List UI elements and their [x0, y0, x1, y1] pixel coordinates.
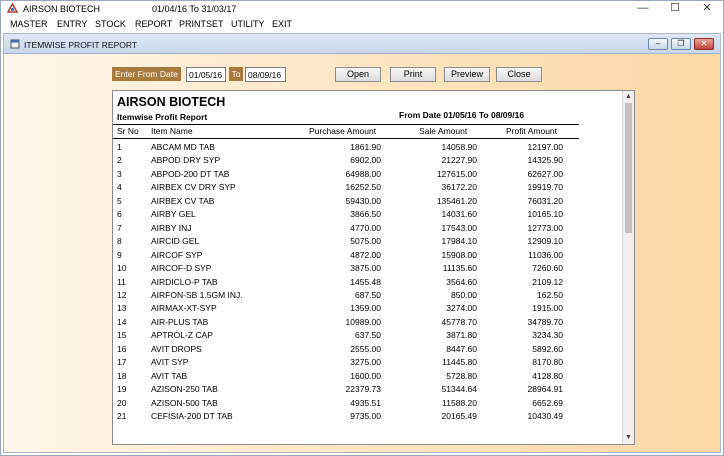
cell-sr-no: 4	[117, 182, 122, 193]
cell-sale-amount: 45778.70	[441, 316, 477, 327]
cell-sr-no: 5	[117, 195, 122, 206]
financial-period: 01/04/16 To 31/03/17	[152, 4, 237, 14]
app-logo-icon	[7, 3, 18, 14]
cell-sale-amount: 11588.20	[442, 397, 477, 408]
report-preview	[112, 90, 635, 445]
cell-sale-amount: 15908.00	[441, 249, 477, 260]
cell-purchase-amount: 10989.00	[345, 316, 381, 327]
scroll-up-icon[interactable]: ▲	[625, 93, 632, 100]
cell-profit-amount: 1915.00	[532, 303, 563, 314]
cell-item-name: APTROL-Z CAP	[151, 330, 213, 341]
cell-item-name: ABPOD-200 DT TAB	[151, 168, 230, 179]
cell-item-name: AIRBY INJ	[151, 222, 192, 233]
cell-sale-amount: 21227.90	[441, 155, 477, 166]
cell-profit-amount: 11036.00	[528, 249, 563, 260]
cell-profit-amount: 2109.12	[532, 276, 563, 287]
to-date-label: To	[229, 67, 243, 81]
cell-item-name: ABCAM MD TAB	[151, 142, 215, 152]
cell-purchase-amount: 3866.50	[350, 209, 381, 220]
table-row	[113, 263, 623, 276]
cell-item-name: AVIT DROPS	[151, 343, 202, 354]
report-company-name: AIRSON BIOTECH	[117, 95, 226, 109]
table-row	[113, 182, 623, 195]
cell-profit-amount: 12909.10	[527, 236, 563, 247]
cell-sale-amount: 14031.60	[441, 209, 477, 220]
header-rule-top	[113, 124, 579, 125]
cell-profit-amount: 19919.70	[527, 182, 563, 193]
header-rule-bottom	[113, 138, 579, 139]
cell-item-name: AIRCID GEL	[151, 236, 200, 247]
cell-profit-amount: 12773.00	[527, 222, 563, 233]
column-header-profit-amount: Profit Amount	[506, 126, 558, 136]
print-button[interactable]: Print	[390, 67, 436, 82]
cell-profit-amount: 4128.80	[532, 370, 563, 381]
table-row	[113, 250, 623, 263]
table-row	[113, 290, 623, 303]
table-row	[113, 142, 623, 155]
table-row	[113, 357, 623, 370]
cell-profit-amount: 10430.49	[527, 411, 563, 421]
child-minimize-button[interactable]: –	[648, 38, 668, 50]
cell-sr-no: 10	[117, 263, 127, 274]
cell-item-name: AIRFON-SB 1.5GM INJ.	[151, 289, 243, 300]
cell-purchase-amount: 1455.48	[350, 276, 381, 287]
cell-sr-no: 11	[117, 276, 126, 287]
table-row	[113, 169, 623, 182]
from-date-input[interactable]	[186, 67, 226, 82]
itemwise-profit-report-window	[4, 34, 720, 452]
table-row	[113, 411, 623, 424]
cell-sale-amount: 3564.60	[446, 276, 477, 287]
report-date-range: From Date 01/05/16 To 08/09/16	[399, 110, 525, 120]
menu-entry[interactable]: ENTRY	[57, 19, 88, 29]
cell-sale-amount: 20165.49	[441, 411, 477, 421]
cell-sale-amount: 5728.80	[446, 370, 477, 381]
cell-purchase-amount: 3275.00	[350, 357, 381, 368]
menu-bar	[1, 17, 723, 31]
cell-sale-amount: 51344.64	[441, 384, 477, 395]
cell-sr-no: 15	[117, 330, 127, 341]
cell-item-name: AZISON-250 TAB	[151, 384, 218, 395]
mdi-workspace	[3, 33, 721, 453]
table-row	[113, 384, 623, 397]
table-row	[113, 209, 623, 222]
table-row	[113, 303, 623, 316]
cell-purchase-amount: 22379.73	[345, 384, 381, 395]
report-name: Itemwise Profit Report	[117, 112, 208, 122]
cell-item-name: AVIT SYP	[151, 357, 189, 368]
cell-sr-no: 12	[117, 289, 127, 300]
cell-purchase-amount: 1359.00	[350, 303, 381, 314]
column-header-sr-no: Sr No	[117, 126, 139, 136]
cell-purchase-amount: 4872.00	[350, 249, 381, 260]
cell-item-name: AIRDICLO-P TAB	[151, 276, 218, 287]
cell-item-name: AVIT TAB	[151, 370, 188, 381]
table-row	[113, 155, 623, 168]
cell-purchase-amount: 9735.00	[350, 411, 381, 421]
cell-sale-amount: 8447.60	[446, 343, 477, 354]
table-row	[113, 196, 623, 209]
cell-profit-amount: 76031.20	[527, 195, 563, 206]
cell-profit-amount: 14325.90	[527, 155, 563, 166]
child-titlebar	[4, 34, 720, 54]
menu-utility[interactable]: UTILITY	[231, 19, 265, 29]
cell-sr-no: 13	[117, 303, 127, 314]
cell-sr-no: 21	[117, 411, 127, 421]
cell-purchase-amount: 1600.00	[350, 370, 381, 381]
cell-profit-amount: 7260.60	[532, 263, 563, 274]
cell-purchase-amount: 59430.00	[345, 195, 381, 206]
app-titlebar	[1, 1, 723, 17]
cell-sale-amount: 850.00	[451, 289, 477, 300]
menu-master[interactable]: MASTER	[10, 19, 48, 29]
cell-purchase-amount: 16252.50	[345, 182, 381, 193]
minimize-button[interactable]: —	[637, 2, 649, 14]
cell-sr-no: 2	[117, 155, 122, 166]
cell-purchase-amount: 4935.51	[350, 397, 381, 408]
cell-profit-amount: 8170.80	[532, 357, 563, 368]
cell-profit-amount: 3234.30	[532, 330, 563, 341]
cell-item-name: AIRBEX CV TAB	[151, 195, 215, 206]
cell-item-name: AIR-PLUS TAB	[151, 316, 209, 327]
cell-sale-amount: 14058.90	[441, 142, 477, 152]
cell-profit-amount: 10165.10	[527, 209, 563, 220]
cell-profit-amount: 6652.69	[532, 397, 563, 408]
table-row	[113, 398, 623, 411]
cell-sr-no: 1	[117, 142, 122, 152]
cell-sale-amount: 17543.00	[441, 222, 477, 233]
menu-printset[interactable]: PRINTSET	[179, 19, 224, 29]
cell-item-name: AIRMAX-XT-SYP	[151, 303, 217, 314]
menu-exit[interactable]: EXIT	[272, 19, 293, 29]
cell-item-name: CEFISIA-200 DT TAB	[151, 411, 233, 421]
cell-sale-amount: 127615.00	[436, 168, 477, 179]
cell-purchase-amount: 3875.00	[350, 263, 381, 274]
cell-sr-no: 16	[117, 343, 127, 354]
from-date-label: Enter From Date	[112, 67, 181, 81]
cell-sale-amount: 17984.10	[441, 236, 477, 247]
cell-sr-no: 17	[117, 357, 127, 368]
cell-purchase-amount: 687.50	[355, 289, 381, 300]
table-row	[113, 371, 623, 384]
open-button[interactable]: Open	[335, 67, 381, 82]
scroll-thumb[interactable]	[625, 103, 632, 233]
cell-purchase-amount: 64988.00	[345, 168, 381, 179]
maximize-button[interactable]: ☐	[670, 2, 680, 14]
cell-purchase-amount: 5075.00	[350, 236, 381, 247]
table-row	[113, 330, 623, 343]
cell-item-name: AIRBY GEL	[151, 209, 196, 220]
child-restore-button[interactable]: ❐	[671, 38, 691, 50]
cell-purchase-amount: 1861.90	[350, 142, 381, 152]
table-row	[113, 223, 623, 236]
cell-sr-no: 3	[117, 168, 122, 179]
table-row	[113, 277, 623, 290]
child-window-title: ITEMWISE PROFIT REPORT	[24, 40, 138, 50]
cell-sr-no: 20	[117, 397, 127, 408]
cell-item-name: AIRCOF SYP	[151, 249, 203, 260]
cell-sr-no: 8	[117, 236, 122, 247]
to-date-input[interactable]	[245, 67, 286, 82]
cell-purchase-amount: 4770.00	[350, 222, 381, 233]
window-icon	[10, 39, 20, 49]
cell-profit-amount: 28964.91	[527, 384, 563, 395]
preview-button[interactable]: Preview	[444, 67, 490, 82]
cell-sale-amount: 3274.00	[446, 303, 477, 314]
cell-profit-amount: 62627.00	[527, 168, 563, 179]
cell-purchase-amount: 2555.00	[350, 343, 381, 354]
cell-purchase-amount: 6902.00	[350, 155, 381, 166]
cell-sr-no: 18	[117, 370, 127, 381]
cell-profit-amount: 5892.60	[532, 343, 563, 354]
cell-sr-no: 6	[117, 209, 122, 220]
cell-sr-no: 9	[117, 249, 122, 260]
table-row	[113, 344, 623, 357]
cell-item-name: AZISON-500 TAB	[151, 397, 218, 408]
cell-sale-amount: 11135.60	[442, 263, 477, 274]
app-title: AIRSON BIOTECH	[23, 4, 101, 14]
cell-purchase-amount: 637.50	[355, 330, 381, 341]
cell-sale-amount: 11445.80	[442, 357, 477, 368]
cell-item-name: AIRCOF-D SYP	[151, 263, 212, 274]
menu-report[interactable]: REPORT	[135, 19, 173, 29]
cell-profit-amount: 34789.70	[527, 316, 563, 327]
cell-profit-amount: 12197.00	[527, 142, 563, 152]
menu-stock[interactable]: STOCK	[95, 19, 126, 29]
column-header-item-name: Item Name	[151, 126, 193, 136]
cell-sr-no: 19	[117, 384, 127, 395]
cell-sale-amount: 3871.80	[446, 330, 477, 341]
table-row	[113, 317, 623, 330]
close-report-button[interactable]: Close	[496, 67, 542, 82]
cell-sr-no: 14	[117, 316, 127, 327]
cell-profit-amount: 162.50	[537, 289, 563, 300]
cell-sale-amount: 36172.20	[441, 182, 477, 193]
column-header-purchase-amount: Purchase Amount	[309, 126, 377, 136]
child-close-button[interactable]: ✕	[694, 38, 714, 50]
cell-item-name: ABPOD DRY SYP	[151, 155, 221, 166]
report-scrollbar[interactable]	[622, 91, 634, 444]
cell-sr-no: 7	[117, 222, 122, 233]
cell-item-name: AIRBEX CV DRY SYP	[151, 182, 236, 193]
column-header-sale-amount: Sale Amount	[419, 126, 468, 136]
scroll-down-icon[interactable]: ▼	[625, 434, 632, 441]
table-row	[113, 236, 623, 249]
cell-sale-amount: 135461.20	[436, 195, 477, 206]
close-button[interactable]: ✕	[702, 2, 712, 14]
